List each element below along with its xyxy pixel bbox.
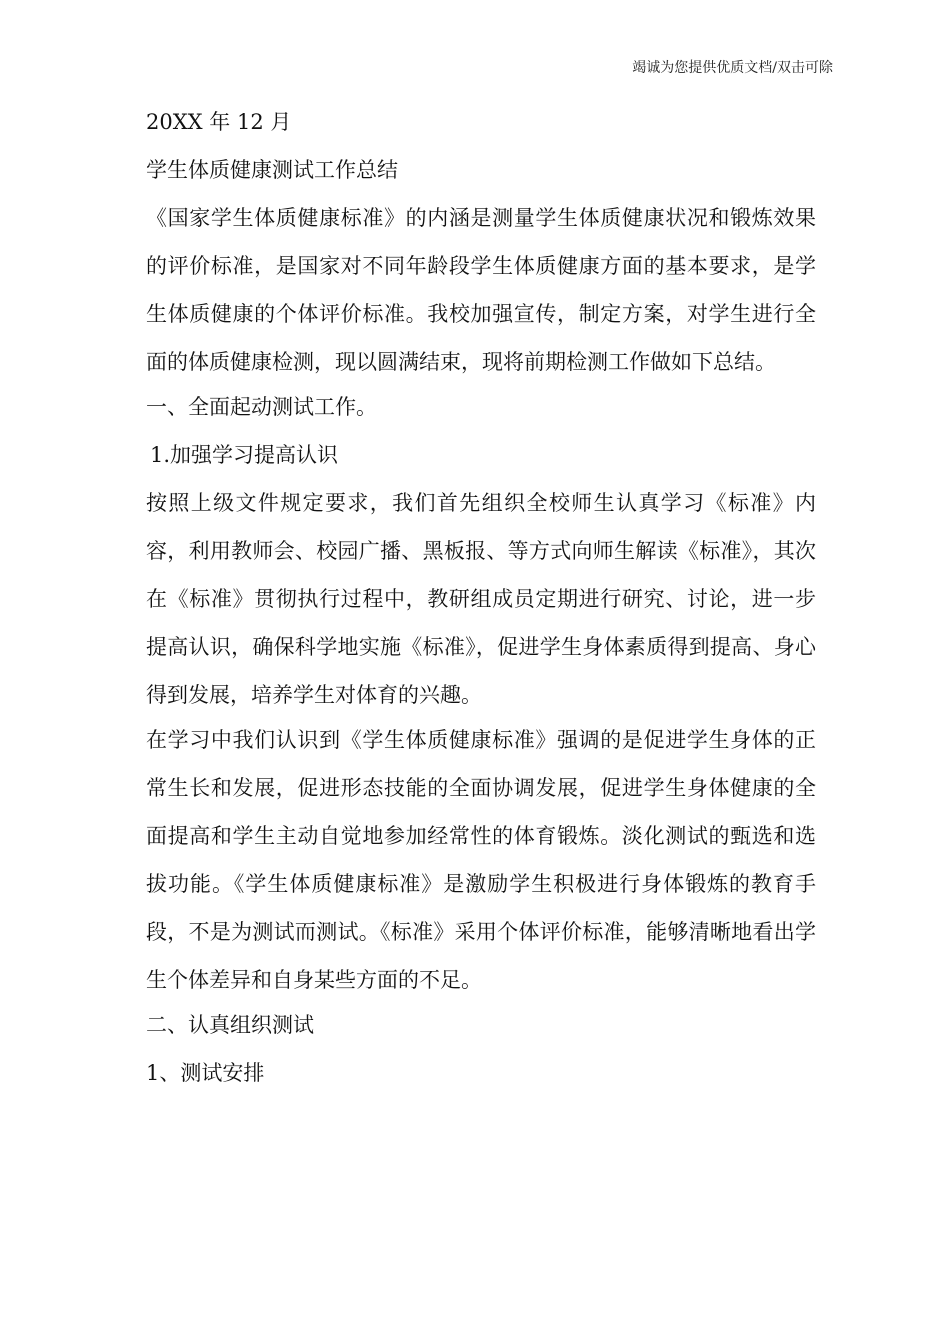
section1-paragraph2: 在学习中我们认识到《学生体质健康标准》强调的是促进学生身体的正常生长和发展，促进形态技能的全面协调发展，促进学生身体健康的全面提高和学生主动自觉地参加经常性的体育锻炼。淡化测试的甄选和选拔功能。《学生体质健康标准》是激励学生积极进行身体锻炼的教育手段，不是为测试而测试。《标准》采用个体评价标准，能够清晰地看出学生个体差异和自身某些方面的不足。 xyxy=(146,728,816,992)
document-body xyxy=(146,103,816,1102)
section2-heading: 二、认真组织测试 xyxy=(146,1013,314,1037)
section1-heading: 一、全面起动测试工作。 xyxy=(146,395,377,419)
intro-paragraph: 《国家学生体质健康标准》的内涵是测量学生体质健康状况和锻炼效果的评价标准，是国家对不同年龄段学生体质健康方面的基本要求，是学生体质健康的个体评价标准。我校加强宣传，制定方案，对学生进行全面的体质健康检测，现以圆满结束，现将前期检测工作做如下总结。 xyxy=(146,206,816,374)
header-note: 竭诚为您提供优质文档/双击可除 xyxy=(632,60,833,76)
document-title: 学生体质健康测试工作总结 xyxy=(146,158,398,182)
section1-paragraph1: 按照上级文件规定要求，我们首先组织全校师生认真学习《标准》内容，利用教师会、校园广播、黑板报、等方式向师生解读《标准》，其次在《标准》贯彻执行过程中，教研组成员定期进行研究、讨论，进一步提高认识，确保科学地实施《标准》，促进学生身体素质得到提高、身心得到发展，培养学生对体育的兴趣。 xyxy=(146,491,816,707)
document-date: 20XX 年 12 月 xyxy=(146,110,292,134)
section2-subheading: 1、测试安排 xyxy=(146,1061,265,1085)
section1-subheading: 1.加强学习提高认识 xyxy=(150,443,339,467)
